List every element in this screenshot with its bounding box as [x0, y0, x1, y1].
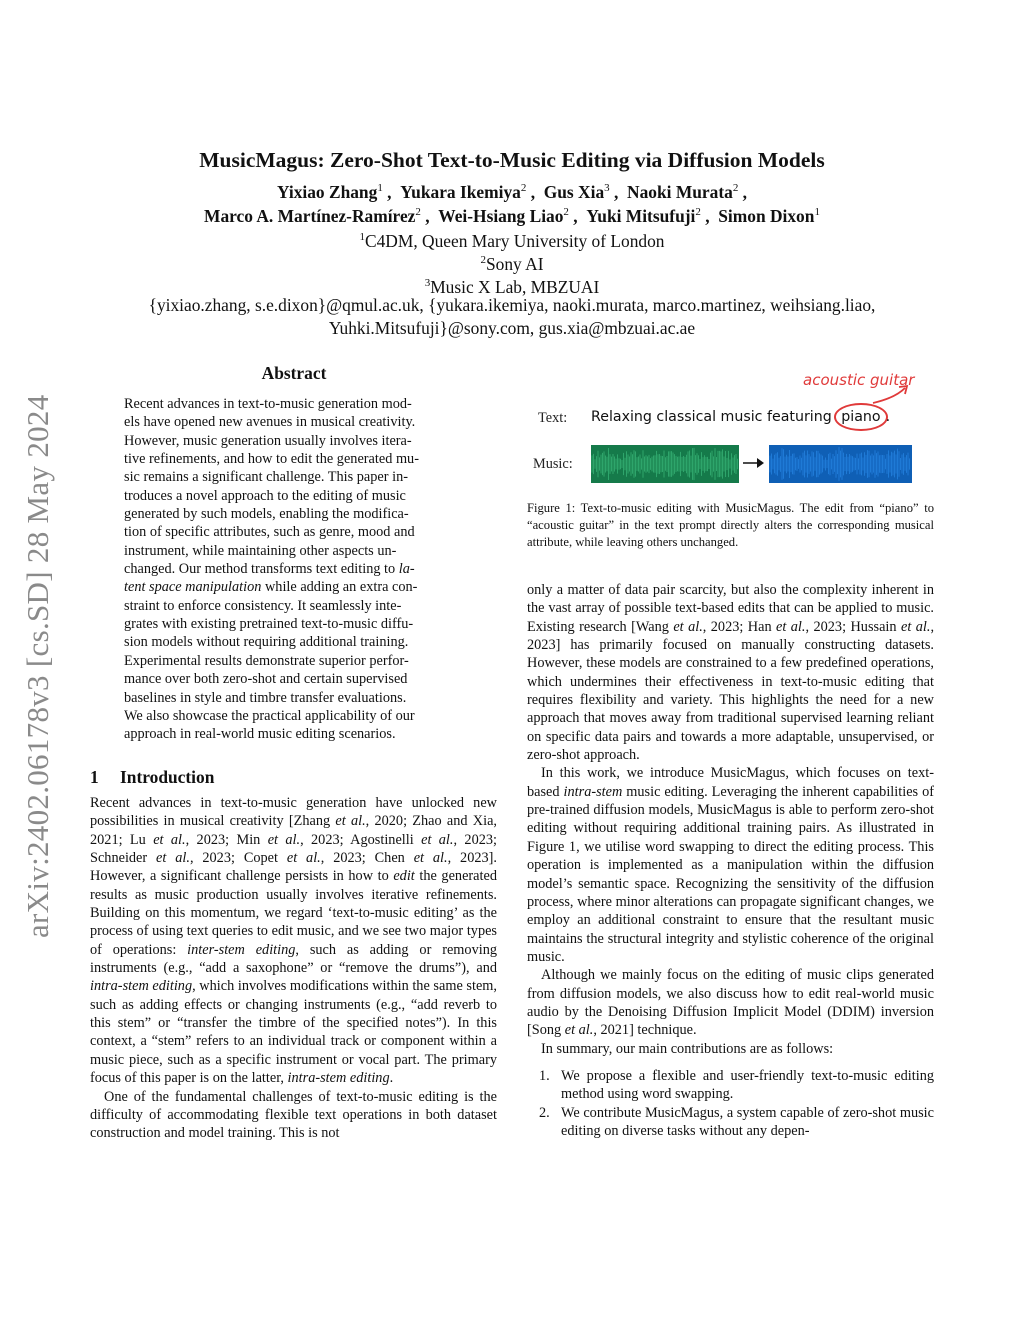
item-text: We propose a flexible and user-friendly text-to-music editing method using word swapping. — [561, 1067, 934, 1103]
author-name: Yixiao Zhang — [276, 182, 378, 202]
text-italic: et al. — [413, 850, 448, 867]
text-italic: et al. — [156, 850, 190, 867]
figure-text-label: Text: — [538, 410, 568, 426]
author-affil-mark: 3 — [604, 182, 610, 194]
text-italic: et al. — [421, 831, 454, 848]
prompt-text: Relaxing classical music featuring — [591, 409, 837, 425]
abstract-line: tion of specific attributes, such as genre, mood and — [124, 524, 415, 541]
abstract-text: while adding an extra con- — [261, 579, 418, 596]
waveform-after — [769, 445, 912, 483]
author-affil-mark: 2 — [563, 206, 569, 218]
right-paragraph-2 — [527, 764, 934, 966]
abstract-line: Recent advances in text-to-music generation mod- — [124, 396, 412, 412]
text-run: only a matter of data pair scarcity, but also the complexity inherent in the vast array of possible text-based edits that can be applied to music. Existing research [Wang — [527, 582, 934, 635]
text-italic: et al. — [673, 618, 703, 635]
abstract-line: However, music generation usually involves itera- — [124, 432, 412, 449]
text-run: the generated results as music production usually involves iterative refinements. Building on this momentum, we regard ‘text-to-music editing’ as the process of using text queries to edit music, and we see two major types of operations: — [90, 868, 497, 958]
abstract-line: baselines in style and timbre transfer evaluations. — [124, 689, 407, 706]
text-italic: et al. — [267, 831, 301, 848]
author-affil-mark: 2 — [732, 182, 739, 194]
section-title-text: Introduction — [120, 767, 215, 787]
abstract-body — [124, 395, 464, 744]
abstract-line: mance over both zero-shot and certain supervised — [124, 671, 408, 688]
affil-text: Music X Lab, MBZUAI — [430, 277, 600, 297]
abstract-line: straint to enforce consistency. It seamlessly inte- — [124, 597, 402, 614]
author-list — [0, 180, 1024, 228]
text-italic: et al. — [900, 618, 931, 635]
right-column-body — [527, 581, 934, 1140]
affil-mark: 3 — [424, 277, 431, 289]
contribution-item — [527, 1067, 934, 1104]
author-affil-mark: 2 — [520, 182, 527, 194]
text-run: , 2023] has primarily focused on manually constructing datasets. However, these models are constrained to a few predefined operations, which undermines their effectiveness in text-to-music editing that requires flexibility and variety. This highlights the need for a new approach that moves away from traditional supervised learning reliant on specific data pairs and towards a more adaptable, unsupervised, or zero-shot approach. — [527, 618, 935, 764]
text-run: , 2023; Schneider — [90, 831, 497, 867]
author-name: Wei-Hsiang Liao — [438, 206, 564, 226]
author-affil-mark: 1 — [377, 182, 383, 194]
author-line-2: Marco A. Martínez-Ramírez$^2$ , Wei-Hsiang Liao$^2$ , Yuki Mitsufuji$^2$ , Simon Dixon$^1$ — [204, 206, 820, 226]
text-italic: et al. — [776, 618, 806, 635]
waveform-after-bars — [770, 447, 910, 481]
text-run: , 2023; Chen — [320, 850, 414, 867]
abstract-line: generated by such models, enabling the modifica- — [124, 506, 409, 523]
abstract-line — [124, 560, 464, 578]
affil-text: C4DM, Queen Mary University of London — [365, 231, 665, 251]
right-paragraph-1 — [527, 581, 934, 764]
text-run: Although we mainly focus on the editing of music clips generated from diffusion models, we also discuss how to edit real-world music audio by the Denoising Diffusion Implicit Model (DDIM) inversion [Song — [527, 967, 934, 1039]
text-run: In this work, we introduce MusicMagus, which focuses on text-based — [527, 765, 934, 800]
intro-body — [90, 794, 497, 1143]
author-name: Marco A. Martínez-Ramírez — [204, 206, 416, 226]
contribution-item — [527, 1104, 934, 1141]
text-run: , which involves modifications within the same stem, such as adding effects or changing instruments (e.g., “add reverb to this stem” or “transfer the timbre of the specified notes”). In this context, a “stem” refers to an individual track or component within a music piece, such as a specific instrument or vocal part. The primary focus of this paper is on the latter, — [90, 978, 497, 1087]
affiliation-2 — [0, 253, 1024, 275]
text-run: Recent advances in text-to-music generation have unlocked new possibilities in musical creativity [Zhang — [90, 795, 497, 830]
affil-mark: 2 — [480, 254, 486, 266]
abstract-line: tive refinements, and how to edit the generated mu- — [124, 451, 419, 468]
abstract-italic: tent space manipulation — [124, 579, 262, 596]
text-italic: et al. — [286, 850, 321, 867]
text-run: music editing. Leveraging the inherent capabilities of pre-trained diffusion models, MusicMagus is able to perform zero-shot editing without requiring additional training pairs. As illustrated in Figure 1, we utilise word swapping to direct the editing process. This operation is implemented as a manipulation within the diffusion model’s semantic space. Recognizing the sensitivity of the diffusion process, where minor alterations can propagate significant changes, we employ an additional constraint to ensure that the resultant music maintains the structural integrity and stylistic coherence of the original music. — [527, 783, 934, 965]
abstract-line: approach in real-world music editing scenarios. — [124, 726, 396, 743]
text-run: , such as adding or removing instruments (e.g., “add a saxophone” or “remove the drums”), and — [90, 941, 497, 977]
text-run: , 2021] technique. — [593, 1022, 697, 1039]
author-affil-mark: 1 — [814, 206, 820, 218]
affil-mark: 1 — [359, 231, 366, 243]
author-name: Simon Dixon — [718, 206, 815, 226]
text-italic: intra-stem — [563, 783, 623, 800]
text-italic: inter-stem editing — [187, 941, 296, 958]
email-line-2: Yuhki.Mitsufuji}@sony.com, gus.xia@mbzuai.ac.ae — [328, 318, 696, 338]
item-number: 2. — [539, 1104, 550, 1121]
text-run: , 2023]. However, a significant challenge persists in how to — [90, 850, 497, 885]
text-italic: et al. — [335, 813, 366, 830]
figure-caption: Figure 1: Text-to-music editing with MusicMagus. The edit from “piano” to “acoustic guitar” in the text prompt directly alters the corresponding musical attribute, while leaving others unchanged. — [527, 501, 934, 549]
waveform-before-bars — [592, 448, 738, 480]
text-italic: intra-stem editing — [287, 1070, 390, 1087]
text-run: , 2023; Han — [702, 618, 777, 635]
figure-annotation: acoustic guitar — [803, 371, 915, 389]
item-text: We contribute MusicMagus, a system capable of zero-shot music editing on diverse tasks without any depen- — [561, 1104, 934, 1139]
email-line-1: {yixiao.zhang, s.e.dixon}@qmul.ac.uk, {yukara.ikemiya, naoki.murata, marco.martinez, weihsiang.liao, — [148, 295, 876, 315]
abstract-line: els have opened new avenues in musical creativity. — [124, 414, 416, 431]
abstract-line: Experimental results demonstrate superior perfor- — [124, 652, 409, 669]
text-italic: et al. — [153, 831, 186, 848]
abstract-line: troduces a novel approach to the editing of music — [124, 487, 406, 504]
author-affil-mark: 2 — [415, 206, 421, 218]
figure-music-label: Music: — [533, 456, 573, 472]
section-number: 1 — [90, 767, 99, 787]
right-paragraph-3 — [527, 966, 934, 1039]
abstract-line: sion models without requiring additional training. — [124, 634, 409, 651]
prompt-highlight-word: piano — [834, 403, 887, 431]
contribution-list — [527, 1067, 934, 1140]
figure-prompt — [591, 408, 890, 426]
author-name: Gus Xia — [543, 182, 605, 202]
abstract-heading: Abstract — [261, 363, 327, 383]
text-run: . — [389, 1070, 394, 1087]
annotation-arrow — [873, 388, 905, 403]
abstract-line: sic remains a significant challenge. This paper in- — [124, 469, 408, 486]
edit-arrow-head — [757, 458, 764, 468]
text-run: , 2023; Hussain — [805, 618, 901, 635]
author-affil-mark: 2 — [695, 206, 701, 218]
abstract-line: grates with existing pretrained text-to-music diffu- — [124, 616, 414, 633]
affiliation-1 — [0, 230, 1024, 252]
author-name: Yukara Ikemiya — [400, 182, 521, 202]
paper-title: MusicMagus: Zero-Shot Text-to-Music Editing via Diffusion Models — [199, 148, 825, 172]
text-italic: edit — [393, 868, 415, 885]
text-run: , 2023; Agostinelli — [300, 831, 422, 848]
text-run: , 2023; Min — [185, 831, 268, 848]
intro-paragraph-1 — [90, 794, 497, 1088]
right-paragraph-4: In summary, our main contributions are as follows: — [541, 1040, 834, 1057]
text-run: , 2023; Copet — [189, 850, 287, 867]
abstract-line — [124, 578, 464, 596]
text-italic: intra-stem editing — [90, 978, 193, 995]
text-run: , 2020; Zhao and Xia, 2021; Lu — [90, 813, 498, 848]
abstract-italic: la- — [398, 561, 415, 578]
intro-paragraph-2: One of the fundamental challenges of text-to-music editing is the difficulty of accommodating flexible text operations in both dataset construction and model training. This is not — [90, 1088, 497, 1142]
abstract-text: changed. Our method transforms text editing to — [124, 561, 399, 578]
author-name: Naoki Murata — [627, 182, 733, 202]
abstract-line: We also showcase the practical applicability of our — [124, 707, 415, 724]
abstract-line: instrument, while maintaining other aspects un- — [124, 542, 397, 559]
arxiv-stamp: arXiv:2402.06178v3 [cs.SD] 28 May 2024 — [20, 394, 55, 938]
prompt-text: . — [885, 409, 891, 425]
author-name: Yuki Mitsufuji — [586, 206, 696, 226]
item-number: 1. — [539, 1067, 550, 1084]
waveform-before — [591, 445, 739, 483]
email-list — [0, 294, 1024, 340]
text-italic: et al. — [564, 1022, 594, 1039]
affil-text: Sony AI — [486, 254, 544, 274]
author-line-1: Yixiao Zhang$^1$ , Yukara Ikemiya$^2$ , Gus Xia$^3$ , Naoki Murata$^2$ , — [276, 182, 748, 202]
section-heading-introduction — [90, 766, 214, 788]
